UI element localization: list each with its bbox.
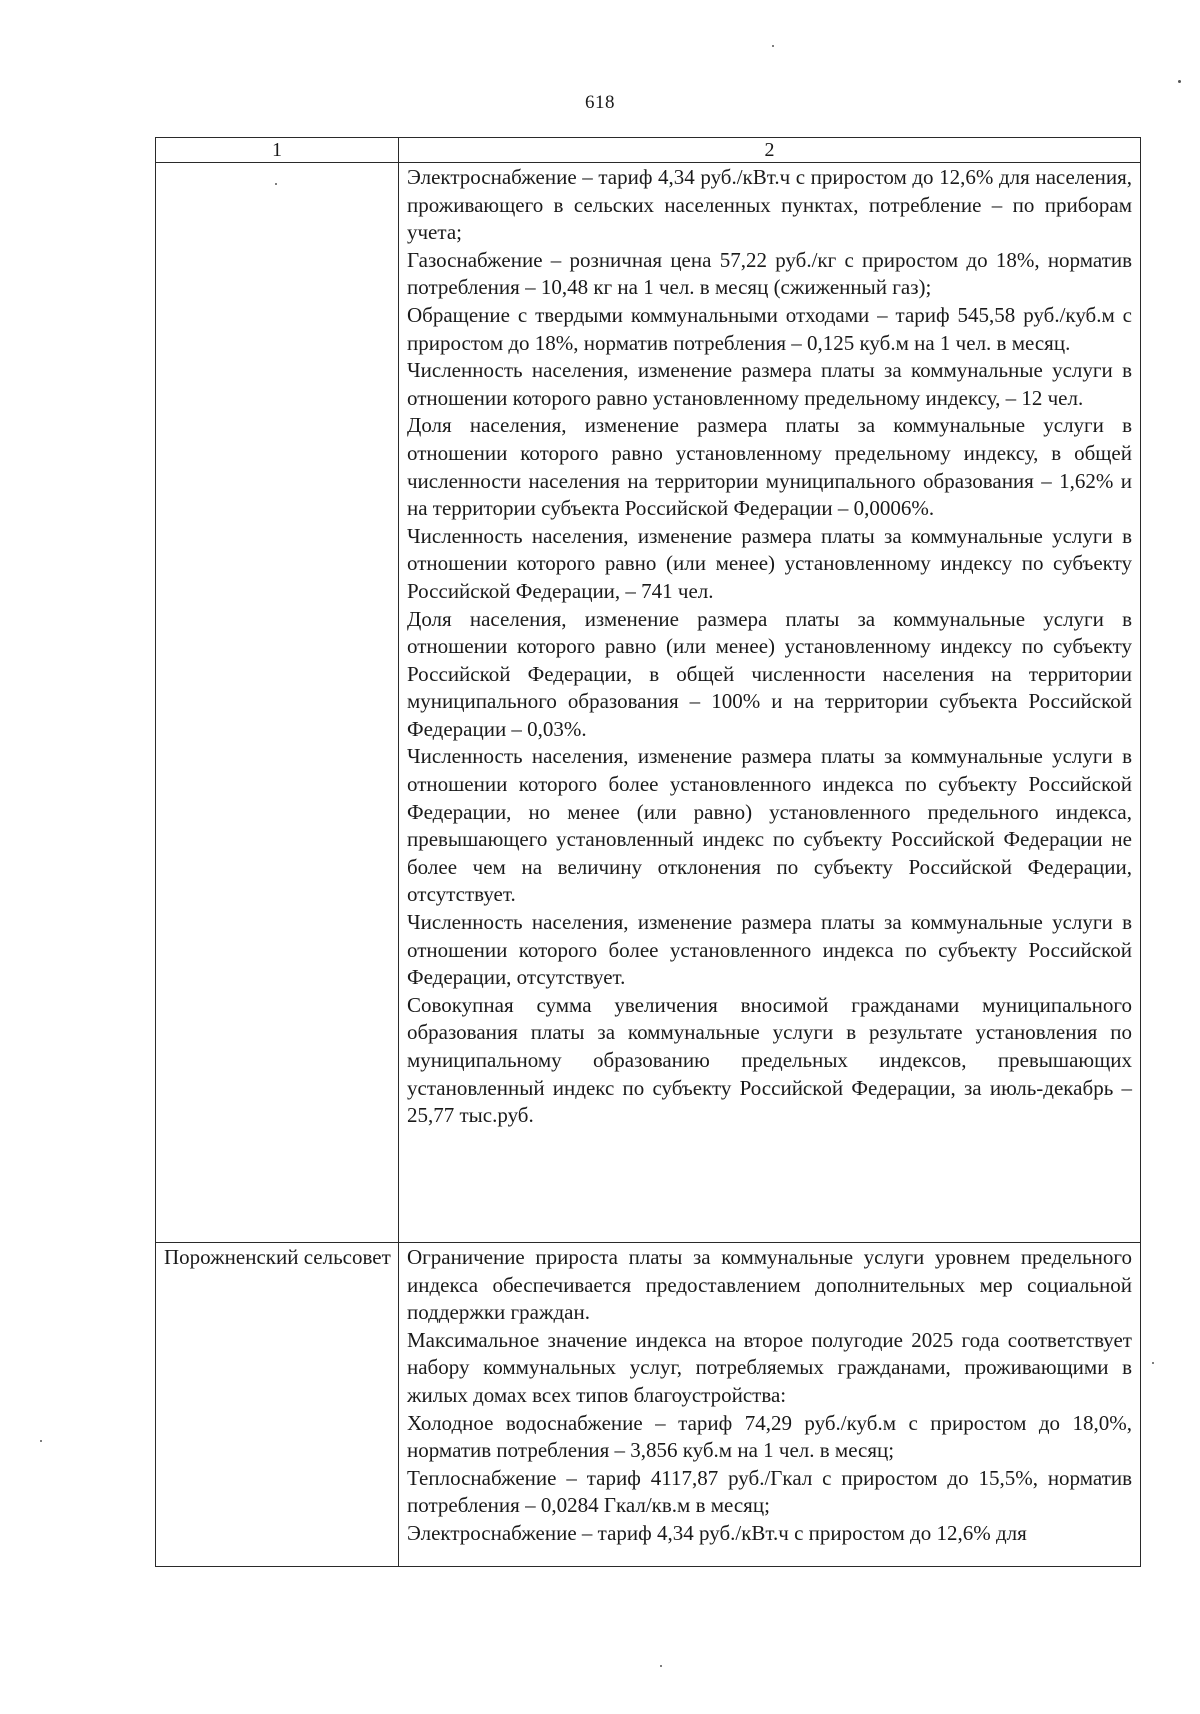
description-cell [399, 1243, 1141, 1567]
paragraph: Численность населения, изменение размера платы за коммунальные услуги в отношении которого более установленного индекса по субъекту Российской Федерации, отсутствует. [407, 910, 1132, 990]
column-header-1: 1 [156, 138, 399, 163]
paragraph: Численность населения, изменение размера платы за коммунальные услуги в отношении которого более установленного индекса по субъекту Российской Федерации, но менее (или равно) установленного предельного индекса, превышающего установленный индекс по субъекту Российской Федерации не более чем на величину отклонения по субъекту Российской Федерации, отсутствует. [407, 744, 1132, 907]
paragraph: Холодное водоснабжение – тариф 74,29 руб./куб.м с приростом до 18,0%, норматив потребления – 3,856 куб.м на 1 чел. в месяц; [407, 1410, 1132, 1463]
paragraph: Доля населения, изменение размера платы за коммунальные услуги в отношении которого равно (или менее) установленному индексу по субъекту Российской Федерации, в общей численности населения на территории муниципального образования – 100% и на территории субъекта Российской Федерации – 0,03%. [407, 606, 1132, 741]
scan-speck [275, 183, 277, 185]
scan-speck [772, 45, 774, 47]
paragraph: Численность населения, изменение размера платы за коммунальные услуги в отношении которого равно установленному предельному индексу, – 12 чел. [407, 358, 1132, 410]
tariff-table [155, 137, 1141, 1567]
table-row [156, 1243, 1141, 1567]
paragraph: Максимальное значение индекса на второе полугодие 2025 года соответствует набору коммунальных услуг, потребляемых гражданами, проживающими в жилых домах всех типов благоустройства: [407, 1327, 1132, 1407]
scan-speck [1152, 1362, 1154, 1364]
scan-speck [1178, 80, 1181, 83]
paragraph: Электроснабжение – тариф 4,34 руб./кВт.ч с приростом до 12,6% для населения, проживающего в сельских населенных пунктах, потребление – по приборам учета; [407, 165, 1132, 245]
table-row [156, 163, 1141, 1243]
municipality-cell: Порожненский сельсовет [156, 1243, 399, 1567]
scan-speck [40, 1440, 42, 1442]
page-number: 618 [585, 92, 615, 113]
paragraph: Электроснабжение – тариф 4,34 руб./кВт.ч с приростом до 12,6% для [407, 1520, 1027, 1545]
paragraph: Теплоснабжение – тариф 4117,87 руб./Гкал с приростом до 15,5%, норматив потребления – 0,0284 Гкал/кв.м в месяц; [407, 1465, 1132, 1518]
description-cell [399, 163, 1141, 1243]
paragraph: Численность населения, изменение размера платы за коммунальные услуги в отношении которого равно (или менее) установленному индексу по субъекту Российской Федерации, – 741 чел. [407, 523, 1132, 603]
paragraph: Совокупная сумма увеличения вносимой гражданами муниципального образования платы за коммунальные услуги в результате установления по муниципальному образованию предельных индексов, превышающих установленный индекс по субъекту Российской Федерации, за июль-декабрь – 25,77 тыс.руб. [407, 992, 1132, 1128]
column-header-2: 2 [399, 138, 1141, 163]
scan-speck [660, 1665, 662, 1667]
municipality-cell [156, 163, 399, 1243]
paragraph: Газоснабжение – розничная цена 57,22 руб./кг с приростом до 18%, норматив потребления – 10,48 кг на 1 чел. в месяц (сжиженный газ); [407, 247, 1132, 300]
paragraph: Ограничение прироста платы за коммунальные услуги уровнем предельного индекса обеспечивается предоставлением дополнительных мер социальной поддержки граждан. [407, 1245, 1132, 1325]
table-header-row [156, 138, 1141, 163]
paragraph: Обращение с твердыми коммунальными отходами – тариф 545,58 руб./куб.м с приростом до 18%, норматив потребления – 0,125 куб.м на 1 чел. в месяц. [407, 302, 1132, 355]
paragraph: Доля населения, изменение размера платы за коммунальные услуги в отношении которого равно установленному предельному индексу, в общей численности населения на территории муниципального образования – 1,62% и на территории субъекта Российской Федерации – 0,0006%. [407, 413, 1132, 521]
